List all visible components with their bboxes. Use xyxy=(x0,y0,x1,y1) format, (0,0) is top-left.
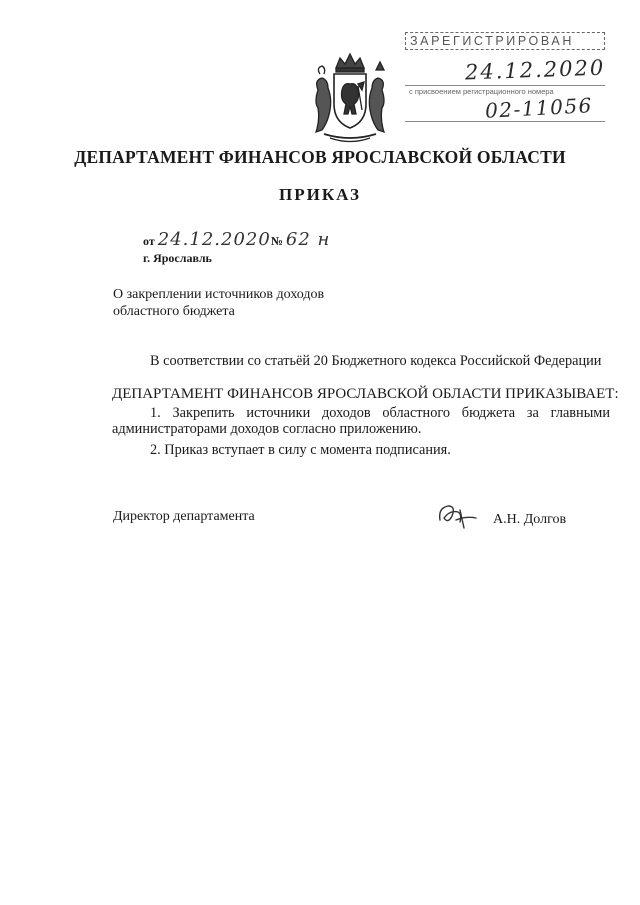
order-item-1: 1. Закрепить источники доходов областного бюджета за главными администраторами доходов согласно приложению. xyxy=(112,405,610,437)
signer-name: А.Н. Долгов xyxy=(493,512,567,527)
order-city: г. Ярославль xyxy=(143,251,212,265)
stamp-header: ЗАРЕГИСТРИРОВАН xyxy=(405,32,605,50)
coat-of-arms-icon xyxy=(300,50,400,145)
handwritten-signature-icon xyxy=(436,500,480,532)
order-subject: О закреплении источников доходов областного бюджета xyxy=(113,287,325,319)
department-title: ДЕПАРТАМЕНТ ФИНАНСОВ ЯРОСЛАВСКОЙ ОБЛАСТИ xyxy=(74,147,566,167)
stamp-number: 02-11056 xyxy=(484,93,594,123)
registration-stamp xyxy=(405,28,610,128)
order-date: 24.12.2020 xyxy=(157,229,271,250)
stamp-date: 24.12.2020 xyxy=(464,55,606,85)
directive-line: ДЕПАРТАМЕНТ ФИНАНСОВ ЯРОСЛАВСКОЙ ОБЛАСТИ ПРИКАЗЫВАЕТ: xyxy=(112,386,619,402)
order-date-row xyxy=(143,229,330,250)
order-number: 62 н xyxy=(285,229,331,250)
stamp-subtitle: с присвоением регистрационного номера xyxy=(409,87,554,96)
stamp-divider xyxy=(405,85,605,86)
stamp-divider xyxy=(405,121,605,122)
document-type-title: ПРИКАЗ xyxy=(279,185,361,204)
date-prefix: от xyxy=(143,234,155,248)
signer-position: Директор департамента xyxy=(113,509,255,524)
number-prefix: № xyxy=(270,234,283,248)
preamble-paragraph: В соответствии со статьёй 20 Бюджетного кодекса Российской Федерации xyxy=(150,353,602,369)
order-item-2: 2. Приказ вступает в силу с момента подписания. xyxy=(150,442,451,458)
